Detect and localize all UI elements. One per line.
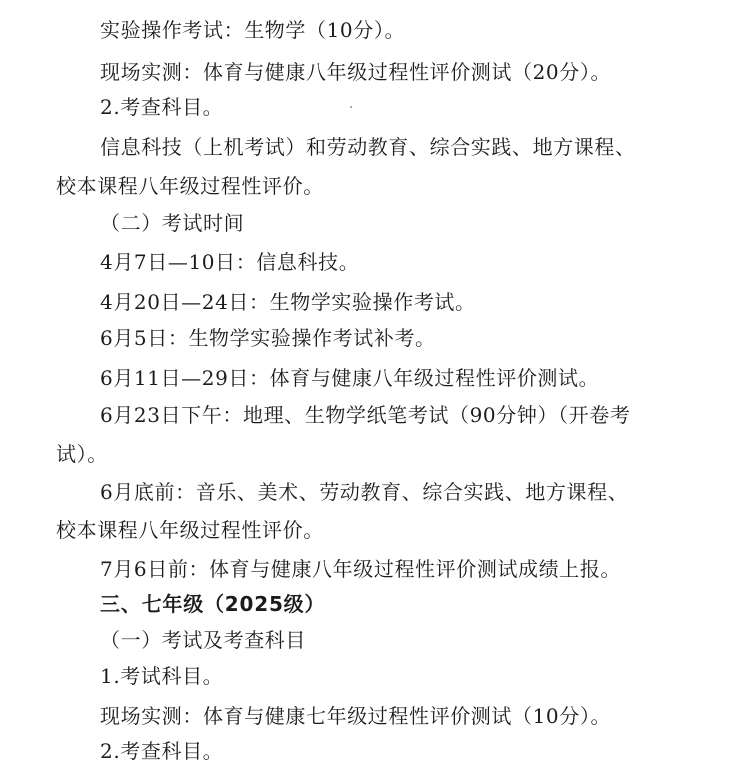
schedule-apr-20-24: 4月20日—24日：生物学实验操作考试。 (100, 290, 476, 314)
field-test-line-grade7: 现场实测：体育与健康七年级过程性评价测试（10分）。 (100, 704, 612, 728)
schedule-jun-5: 6月5日：生物学实验操作考试补考。 (100, 326, 436, 350)
grade7-exam-subjects-heading: 1.考试科目。 (100, 664, 224, 688)
assessment-subjects-line-2: 校本课程八年级过程性评价。 (56, 174, 324, 198)
assessment-subjects-heading: 2.考查科目。 (100, 95, 224, 119)
grade7-assessment-subjects-heading: 2.考查科目。 (100, 739, 224, 763)
field-test-line-grade8: 现场实测：体育与健康八年级过程性评价测试（20分）。 (100, 60, 612, 84)
lab-exam-line: 实验操作考试：生物学（10分）。 (100, 18, 406, 42)
schedule-apr-7-10: 4月7日—10日：信息科技。 (100, 250, 360, 274)
schedule-jun-23-continued: 试）。 (56, 442, 108, 466)
scan-speck (350, 106, 352, 108)
grade7-subjects-heading: （一）考试及考查科目 (100, 628, 306, 652)
schedule-jun-23: 6月23日下午：地理、生物学纸笔考试（90分钟）（开卷考 (100, 403, 631, 427)
exam-time-heading: （二）考试时间 (100, 211, 245, 235)
schedule-jun-11-29: 6月11日—29日：体育与健康八年级过程性评价测试。 (100, 366, 600, 390)
assessment-subjects-line-1: 信息科技（上机考试）和劳动教育、综合实践、地方课程、 (100, 135, 636, 159)
section-grade7-heading: 三、七年级（2025级） (100, 592, 326, 616)
schedule-jul-6: 7月6日前：体育与健康八年级过程性评价测试成绩上报。 (100, 557, 622, 581)
schedule-end-of-june-line-1: 6月底前：音乐、美术、劳动教育、综合实践、地方课程、 (100, 480, 629, 504)
schedule-end-of-june-line-2: 校本课程八年级过程性评价。 (56, 518, 324, 542)
